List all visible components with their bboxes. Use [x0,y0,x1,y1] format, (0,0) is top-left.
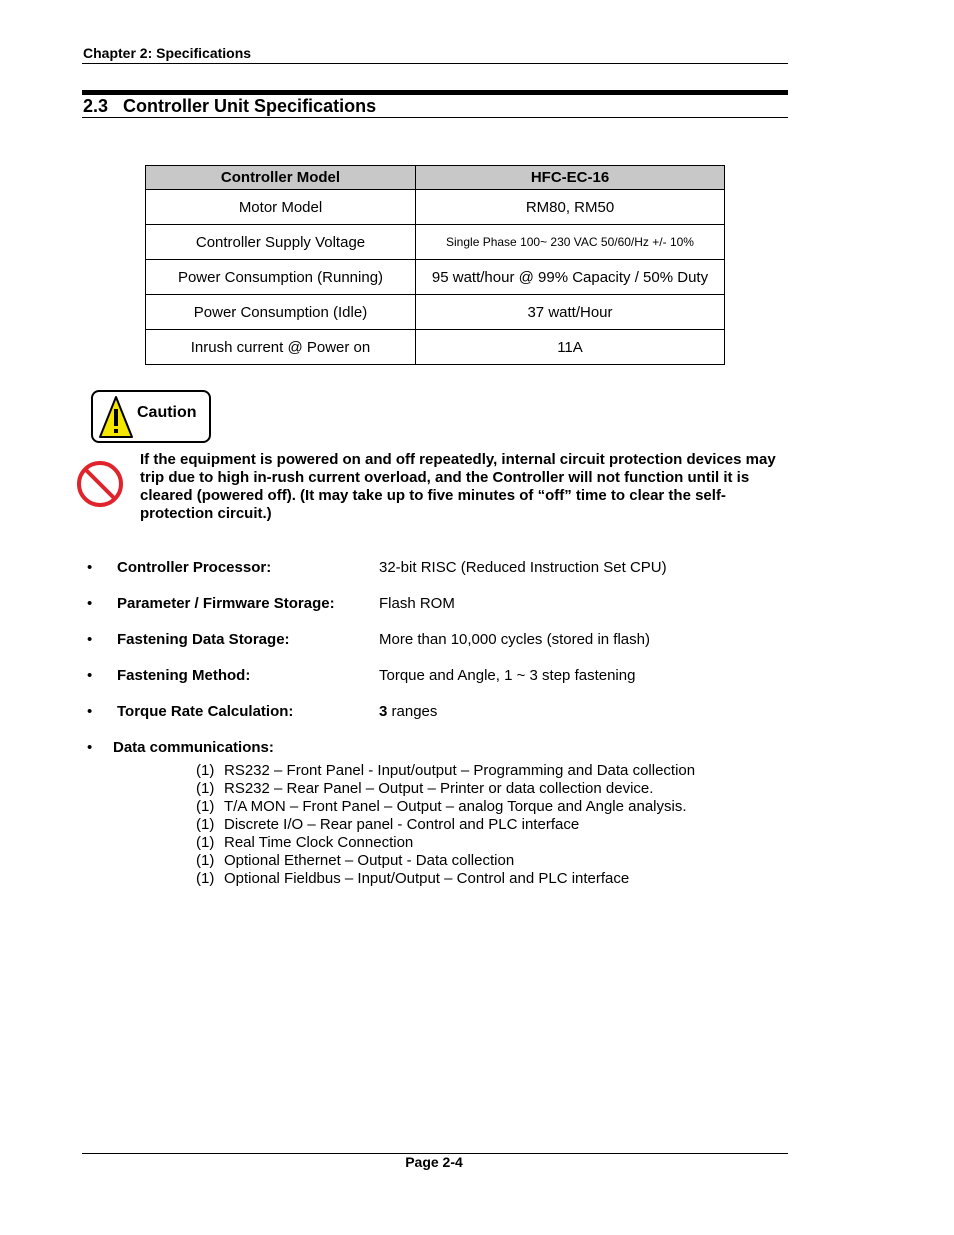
table-cell: Power Consumption (Idle) [146,295,416,330]
table-header-cell: HFC-EC-16 [416,166,725,190]
table-cell: 37 watt/Hour [416,295,725,330]
table-cell: 95 watt/hour @ 99% Capacity / 50% Duty [416,260,725,295]
bullet: • [87,703,93,720]
table-row [146,190,725,225]
spec-label: Fastening Data Storage: [117,631,290,648]
spec-label: Fastening Method: [117,667,251,684]
section-rule-thin [82,117,788,118]
section-title-text: Controller Unit Specifications [123,96,377,116]
list-item [196,780,695,798]
spec-value: 32-bit RISC (Reduced Instruction Set CPU) [379,559,667,576]
page-number: Page 2-4 [405,1154,463,1170]
caution-text: If the equipment is powered on and off repeatedly, internal circuit protection devices may trip due to high in-rush current overload, and the Controller will not function until it is cleared (powered off). (It may take up to five minutes of “off” time to clear the self-protection circuit.) [140,451,776,522]
list-text: RS232 – Front Panel - Input/output – Programming and Data collection [224,762,696,779]
table-cell: Inrush current @ Power on [146,330,416,365]
communications-label: Data communications: [113,739,274,756]
spec-value: More than 10,000 cycles (stored in flash) [379,631,650,648]
warning-triangle-icon [98,395,134,439]
table-cell: Motor Model [146,190,416,225]
list-text: RS232 – Rear Panel – Output – Printer or data collection device. [224,780,654,797]
caution-box [91,390,211,443]
table-row [146,225,725,260]
spec-label: Parameter / Firmware Storage: [117,595,335,612]
section-rule-thick [82,90,788,95]
table-cell: 11A [416,330,725,365]
table-header-cell: Controller Model [146,166,416,190]
table-row [146,330,725,365]
bullet: • [87,739,93,756]
list-item [196,870,695,888]
bullet: • [87,595,93,612]
list-number: (1) [196,762,215,779]
spec-table [145,165,725,365]
spec-value: Torque and Angle, 1 ~ 3 step fastening [379,667,636,684]
list-item [196,762,695,780]
table-cell: Power Consumption (Running) [146,260,416,295]
spec-value [379,703,437,720]
prohibited-icon [75,459,125,509]
list-number: (1) [196,816,215,833]
table-row [146,295,725,330]
table-row [146,260,725,295]
list-number: (1) [196,780,215,797]
bullet: • [87,559,93,576]
table-cell: Single Phase 100~ 230 VAC 50/60/Hz +/- 10% [416,225,725,260]
chapter-header: Chapter 2: Specifications [83,45,252,61]
list-text: Discrete I/O – Rear panel - Control and PLC interface [224,816,580,833]
spec-label: Controller Processor: [117,559,272,576]
list-number: (1) [196,852,215,869]
list-item [196,798,695,816]
section-title [83,96,376,117]
list-number: (1) [196,798,215,815]
table-cell: RM80, RM50 [416,190,725,225]
list-number: (1) [196,870,215,887]
table-cell: Controller Supply Voltage [146,225,416,260]
table-header-row [146,166,725,190]
spec-value-bold: 3 [379,703,388,720]
communications-list [196,762,695,888]
spec-value-text: ranges [387,703,438,720]
bullet: • [87,667,93,684]
list-number: (1) [196,834,215,851]
list-text: Optional Fieldbus – Input/Output – Control and PLC interface [224,870,630,887]
spec-label: Torque Rate Calculation: [117,703,294,720]
spec-value: Flash ROM [379,595,455,612]
list-item [196,834,695,852]
list-item [196,852,695,870]
section-number: 2.3 [83,96,109,116]
list-item [196,816,695,834]
header-rule [82,63,788,64]
caution-label: Caution [137,404,197,421]
list-text: Real Time Clock Connection [224,834,414,851]
bullet: • [87,631,93,648]
list-text: Optional Ethernet – Output - Data collection [224,852,515,869]
list-text: T/A MON – Front Panel – Output – analog Torque and Angle analysis. [224,798,687,815]
